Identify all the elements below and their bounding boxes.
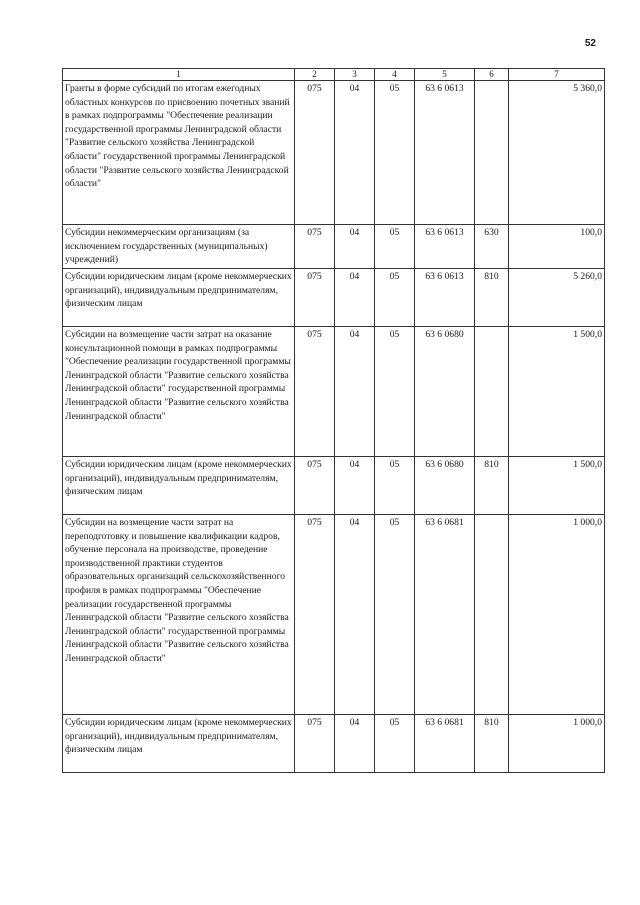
cell-amount: 5 260,0 bbox=[509, 269, 605, 327]
cell-subsection: 05 bbox=[375, 327, 415, 457]
table-row bbox=[63, 715, 605, 773]
cell-section: 04 bbox=[335, 269, 375, 327]
cell-expense-type: 810 bbox=[475, 269, 509, 327]
table-row bbox=[63, 225, 605, 269]
cell-section: 04 bbox=[335, 81, 375, 225]
cell-ministry: 075 bbox=[295, 225, 335, 269]
col-header-7: 7 bbox=[509, 69, 605, 81]
cell-ministry: 075 bbox=[295, 269, 335, 327]
cell-section: 04 bbox=[335, 327, 375, 457]
cell-expense-type bbox=[475, 515, 509, 715]
cell-target-article: 63 6 0613 bbox=[415, 269, 475, 327]
table-row bbox=[63, 515, 605, 715]
row-description: Гранты в форме субсидий по итогам ежегодных областных конкурсов по присвоению почетных званий в рамках подпрограммы "Обеспечение реализации государственной программы Ленинградской области "Развитие сельского хозяйства Ленинградской области" государственной программы Ленинградской области "Развитие сельского хозяйства Ленинградской области" bbox=[63, 81, 295, 225]
cell-target-article: 63 6 0681 bbox=[415, 715, 475, 773]
cell-target-article: 63 6 0681 bbox=[415, 515, 475, 715]
table-row bbox=[63, 327, 605, 457]
cell-section: 04 bbox=[335, 225, 375, 269]
cell-ministry: 075 bbox=[295, 81, 335, 225]
cell-ministry: 075 bbox=[295, 327, 335, 457]
col-header-3: 3 bbox=[335, 69, 375, 81]
cell-target-article: 63 6 0613 bbox=[415, 81, 475, 225]
col-header-5: 5 bbox=[415, 69, 475, 81]
cell-subsection: 05 bbox=[375, 715, 415, 773]
table-row bbox=[63, 269, 605, 327]
cell-target-article: 63 6 0680 bbox=[415, 457, 475, 515]
page-number: 52 bbox=[584, 38, 596, 49]
row-description: Субсидии на возмещение части затрат на оказание консультационной помощи в рамках подпрограммы "Обеспечение реализации государственной программы Ленинградской области "Развитие сельского хозяйства Ленинградской области" государственной программы Ленинградской области "Развитие сельского хозяйства Ленинградской области" bbox=[63, 327, 295, 457]
col-header-4: 4 bbox=[375, 69, 415, 81]
col-header-6: 6 bbox=[475, 69, 509, 81]
cell-section: 04 bbox=[335, 457, 375, 515]
cell-subsection: 05 bbox=[375, 515, 415, 715]
cell-amount: 1 500,0 bbox=[509, 327, 605, 457]
cell-expense-type: 810 bbox=[475, 457, 509, 515]
cell-target-article: 63 6 0680 bbox=[415, 327, 475, 457]
cell-ministry: 075 bbox=[295, 457, 335, 515]
row-description: Субсидии юридическим лицам (кроме некоммерческих организаций), индивидуальным предпринимателям, физическим лицам bbox=[63, 269, 295, 327]
col-header-2: 2 bbox=[295, 69, 335, 81]
cell-section: 04 bbox=[335, 515, 375, 715]
row-description: Субсидии на возмещение части затрат на переподготовку и повышение квалификации кадров, обучение персонала на производстве, проведение производственной практики студентов образовательных организаций сельскохозяйственного профиля в рамках подпрограммы "Обеспечение реализации государственной программы Ленинградской области "Развитие сельского хозяйства Ленинградской области" государственной программы Ленинградской области "Развитие сельского хозяйства Ленинградской области" bbox=[63, 515, 295, 715]
cell-amount: 100,0 bbox=[509, 225, 605, 269]
row-description: Субсидии юридическим лицам (кроме некоммерческих организаций), индивидуальным предпринимателям, физическим лицам bbox=[63, 715, 295, 773]
cell-subsection: 05 bbox=[375, 457, 415, 515]
cell-subsection: 05 bbox=[375, 81, 415, 225]
row-description: Субсидии некоммерческим организациям (за исключением государственных (муниципальных) учреждений) bbox=[63, 225, 295, 269]
cell-expense-type bbox=[475, 327, 509, 457]
cell-subsection: 05 bbox=[375, 225, 415, 269]
cell-subsection: 05 bbox=[375, 269, 415, 327]
cell-expense-type: 810 bbox=[475, 715, 509, 773]
cell-amount: 1 500,0 bbox=[509, 457, 605, 515]
cell-expense-type bbox=[475, 81, 509, 225]
row-description: Субсидии юридическим лицам (кроме некоммерческих организаций), индивидуальным предпринимателям, физическим лицам bbox=[63, 457, 295, 515]
col-header-1: 1 bbox=[63, 69, 295, 81]
cell-amount: 5 360,0 bbox=[509, 81, 605, 225]
table-row bbox=[63, 81, 605, 225]
cell-amount: 1 000,0 bbox=[509, 715, 605, 773]
cell-target-article: 63 6 0613 bbox=[415, 225, 475, 269]
cell-ministry: 075 bbox=[295, 715, 335, 773]
cell-ministry: 075 bbox=[295, 515, 335, 715]
cell-amount: 1 000,0 bbox=[509, 515, 605, 715]
header-row bbox=[63, 69, 605, 81]
cell-expense-type: 630 bbox=[475, 225, 509, 269]
cell-section: 04 bbox=[335, 715, 375, 773]
budget-table bbox=[62, 68, 605, 773]
table-row bbox=[63, 457, 605, 515]
